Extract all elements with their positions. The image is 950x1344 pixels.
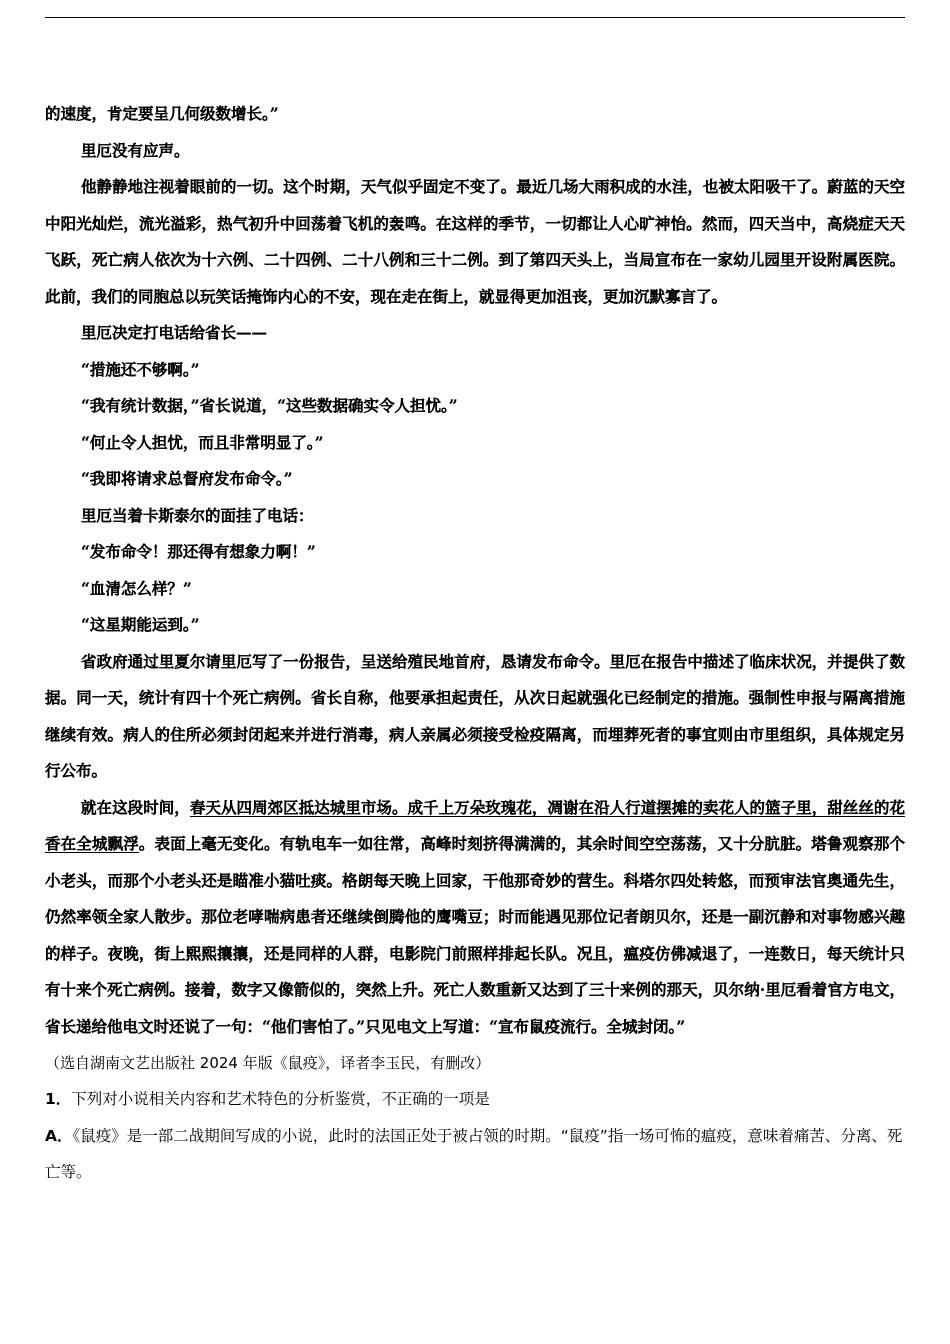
- question-stem: [45, 1081, 905, 1118]
- paragraph: 里厄决定打电话给省长——: [81, 323, 268, 342]
- header-rule: [45, 17, 905, 18]
- option-a: [45, 1118, 905, 1191]
- document-content: [45, 96, 905, 1191]
- dialogue-line: “发布命令！那还得有想象力啊！”: [81, 542, 316, 561]
- source-citation: （选自湖南文艺出版社 2024 年版《鼠疫》，译者李玉民，有删改）: [45, 1054, 491, 1072]
- dialogue-line: “我即将请求总督府发布命令。”: [81, 469, 293, 488]
- paragraph: 他静静地注视着眼前的一切。这个时期，天气似乎固定不变了。最近几场大雨积成的水洼，也被太阳吸干了。蔚蓝的天空中阳光灿烂，流光溢彩，热气初升中回荡着飞机的轰鸣。在这样的季节，一切都让人心旷神怡。然而，四天当中，高烧症天天飞跃，死亡病人依次为十六例、二十四例、二十八例和三十二例。到了第四天头上，当局宣布在一家幼儿园里开设附属医院。此前，我们的同胞总以玩笑话掩饰内心的不安，现在走在街上，就显得更加沮丧，更加沉默寡言了。: [45, 177, 905, 306]
- paragraph-rest: 。表面上毫无变化。有轨电车一如往常，高峰时刻挤得满满的，其余时间空空荡荡，又十分肮脏。塔鲁观察那个小老头，而那个小老头还是瞄准小猫吐痰。格朗每天晚上回家，干他那奇妙的营生。科塔尔四处转悠，而预审法官奥通先生，仍然率领全家人散步。那位老哮喘病患者还继续倒腾他的鹰嘴豆；时而能遇见那位记者朗贝尔，还是一副沉静和对事物感兴趣的样子。夜晚，街上熙熙攘攘，还是同样的人群，电影院门前照样排起长队。况且，瘟疫仿佛减退了，一连数日，每天统计只有十来个死亡病例。接着，数字又像箭似的，突然上升。死亡人数重新又达到了三十来例的那天，贝尔纳·里厄看着官方电文，省长递给他电文时还说了一句：“他们害怕了。”只见电文上写道：“宣布鼠疫流行。全城封闭。”: [45, 834, 905, 1036]
- paragraph: 里厄当着卡斯泰尔的面挂了电话：: [81, 505, 314, 525]
- option-label: A．: [45, 1126, 73, 1145]
- paragraph: 省政府通过里夏尔请里厄写了一份报告，呈送给殖民地首府，恳请发布命令。里厄在报告中描述了临床状况，并提供了数据。同一天，统计有四十个死亡病例。省长自称，他要承担起责任，从次日起就强化已经制定的措施。强制性申报与隔离措施继续有效。病人的住所必须封闭起来并进行消毒，病人亲属必须接受检疫隔离，而埋葬死者的事宜则由市里组织，具体规定另行公布。: [45, 651, 905, 780]
- dialogue-line: “措施还不够啊。”: [81, 359, 200, 379]
- paragraph-lead: 就在这段时间，: [81, 797, 190, 817]
- dialogue-line: “血清怎么样？”: [81, 578, 192, 598]
- dialogue-line: “何止令人担忧，而且非常明显了。”: [81, 432, 324, 452]
- paragraph: 的速度，肯定要呈几何级数增长。”: [45, 104, 279, 123]
- question-text: 下列对小说相关内容和艺术特色的分析鉴赏，不正确的一项是: [71, 1090, 490, 1108]
- underlined-passage: 春天从四周郊区抵达城里市场。成千上万朵玫瑰花，凋谢在沿人行道摆摊的卖花人的篮子里，甜丝丝的花香在全城飘浮: [45, 797, 905, 853]
- option-text: 《鼠疫》是一部二战期间写成的小说，此时的法国正处于被占领的时期。“鼠疫”指一场可怖的瘟疫，意味着痛苦、分离、死亡等。: [45, 1126, 903, 1181]
- dialogue-line: “这星期能运到。”: [81, 615, 200, 634]
- paragraph: 里厄没有应声。: [81, 140, 190, 160]
- question-number: 1．: [45, 1090, 72, 1108]
- paragraph-with-underline: [45, 790, 905, 1046]
- dialogue-line: “我有统计数据，”省长说道，“这些数据确实令人担忧。”: [81, 396, 458, 415]
